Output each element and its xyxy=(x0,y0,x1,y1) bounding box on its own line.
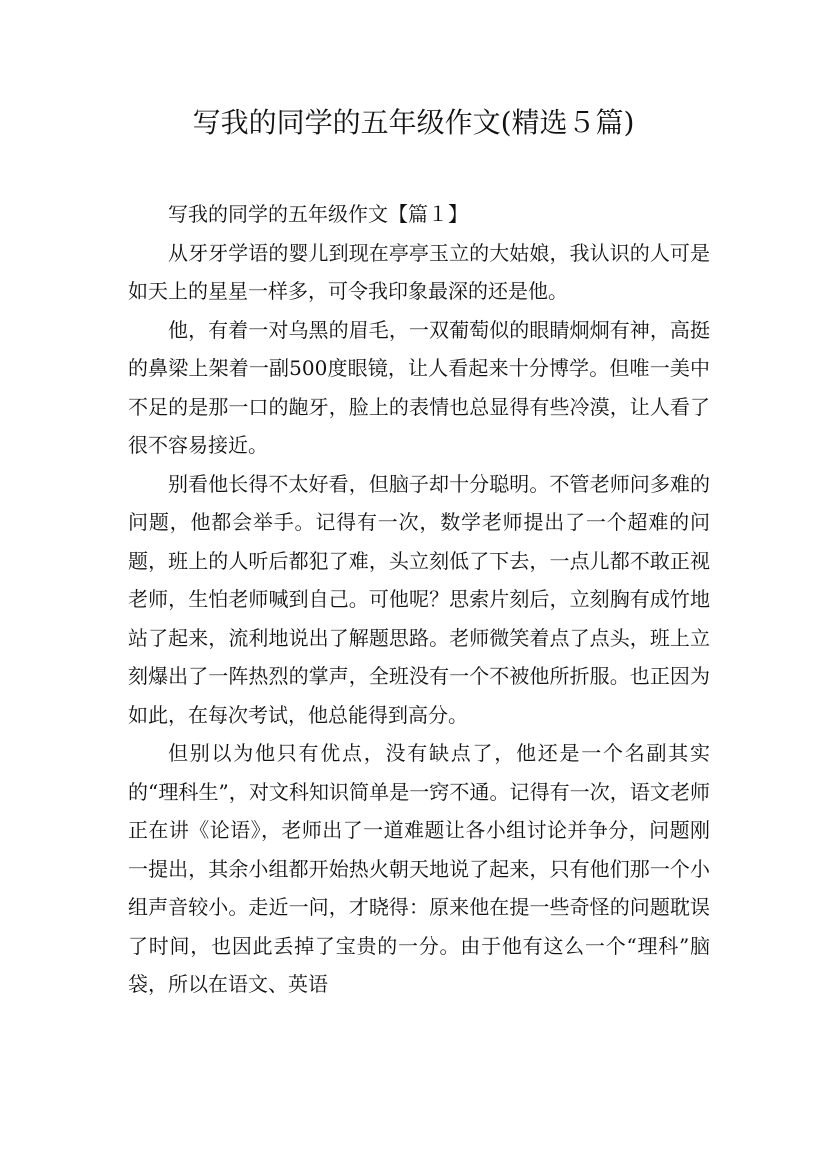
paragraph: 别看他长得不太好看，但脑子却十分聪明。不管老师问多难的问题，他都会举手。记得有一次，数学老师提出了一个超难的问题，班上的人听后都犯了难，头立刻低了下去，一点儿都不敢正视老师，生怕老师喊到自己。可他呢？思索片刻后，立刻胸有成竹地站了起来，流利地说出了解题思路。老师微笑着点了点头，班上立刻爆出了一阵热烈的掌声，全班没有一个不被他所折服。也正因为如此，在每次考试，他总能得到高分。 xyxy=(128,471,710,727)
document-body xyxy=(128,195,710,1004)
section-heading: 写我的同学的五年级作文【篇１】 xyxy=(168,202,468,226)
paragraph: 但别以为他只有优点，没有缺点了，他还是一个名副其实的“理科生”，对文科知识简单是一窍不通。记得有一次，语文老师正在讲《论语》，老师出了一道难题让各小组讨论并争分，问题刚一提出，其余小组都开始热火朝天地说了起来，只有他们那一个小组声音较小。走近一问，才晓得：原来他在提一些奇怪的问题耽误了时间，也因此丢掉了宝贵的一分。由于他有这么一个“理科”脑袋，所以在语文、英语 xyxy=(128,741,710,996)
paragraph: 他，有着一对乌黑的眉毛，一双葡萄似的眼睛炯炯有神，高挺的鼻梁上架着一副500度眼镜，让人看起来十分博学。但唯一美中不足的是那一口的龅牙，脸上的表情也总显得有些冷漠，让人看了很不容易接近。 xyxy=(128,317,710,457)
paragraph: 从牙牙学语的婴儿到现在亭亭玉立的大姑娘，我认识的人可是如天上的星星一样多，可令我印象最深的还是他。 xyxy=(128,240,710,303)
document-title: 写我的同学的五年级作文(精选５篇) xyxy=(192,106,635,139)
